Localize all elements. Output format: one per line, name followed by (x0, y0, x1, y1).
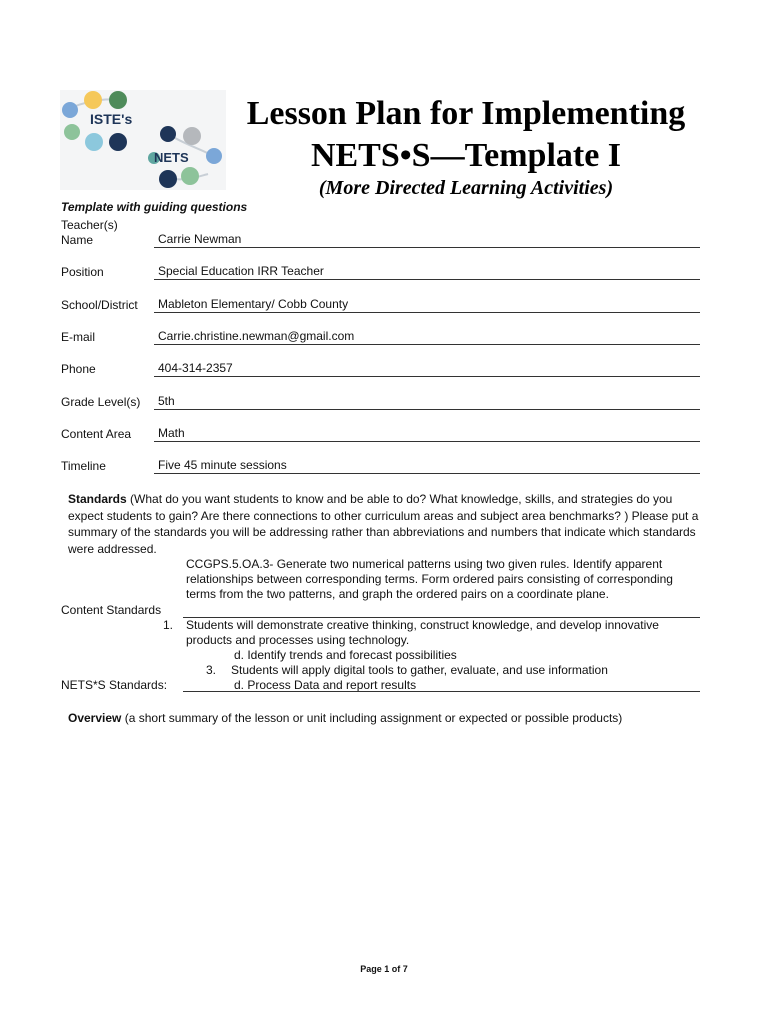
field-value-phone: 404-314-2357 (154, 361, 700, 377)
logo-dot (160, 126, 176, 142)
standards-heading: Standards (68, 492, 127, 506)
field-label-grade: Grade Level(s) (61, 395, 141, 409)
field-value-school: Mableton Elementary/ Cobb County (154, 297, 700, 313)
nets-item-1-sub: d. Identify trends and forecast possibilities (234, 648, 457, 662)
logo-dot (109, 91, 127, 109)
nets-standards-line (183, 691, 700, 692)
field-value-position: Special Education IRR Teacher (154, 264, 700, 280)
field-label-position: Position (61, 265, 104, 279)
field-label-timeline: Timeline (61, 459, 106, 473)
logo-text-nets: NETS (154, 150, 189, 165)
content-standards-label: Content Standards (61, 603, 162, 617)
nets-item-1-number: 1. (163, 618, 174, 632)
logo-dot (159, 170, 177, 188)
field-label-email: E-mail (61, 330, 96, 344)
field-value-email: Carrie.christine.newman@gmail.com (154, 329, 700, 345)
field-label-teacher: Teacher(s) (61, 218, 118, 232)
nets-item-3 (183, 663, 700, 678)
overview-paragraph (68, 710, 702, 727)
field-label-school: School/District (61, 298, 138, 312)
title-line-1: Lesson Plan for Implementing (246, 95, 686, 132)
field-label-phone: Phone (61, 362, 96, 376)
nets-item-1 (163, 618, 700, 648)
content-standards-text: CCGPS.5.OA.3- Generate two numerical patterns using two given rules. Identify apparent relationships between corresponding terms. Form ordered pairs consisting of corresponding terms from the two patterns, and graph the ordered pairs on a coordinate plane. (186, 557, 673, 601)
iste-nets-logo (60, 90, 226, 190)
logo-text-iste: ISTE's (90, 111, 133, 127)
standards-prompt: (What do you want students to know and be able to do? What knowledge, skills, and strategies do you expect students to gain? Are there connections to other curriculum areas and subject area benchmarks? ) Please put a summary of the standards you will be addressing rather than abbreviations and numbers that indicate which standards were addressed. (68, 492, 699, 556)
overview-prompt: (a short summary of the lesson or unit including assignment or expected or possible products) (124, 711, 623, 725)
logo-dot (64, 124, 80, 140)
nets-item-3-number: 3. (206, 663, 217, 677)
nets-standards-list (163, 618, 700, 693)
logo-dot (84, 91, 102, 109)
nets-item-3-sub: d. Process Data and report results (234, 678, 417, 692)
template-note: Template with guiding questions (61, 200, 248, 214)
page-number: Page 1 of 7 (360, 964, 408, 974)
logo-dot (85, 133, 103, 151)
field-value-name: Carrie Newman (154, 232, 700, 248)
logo-dot (181, 167, 199, 185)
title-line-2: NETS•S—Template I (310, 137, 622, 174)
standards-paragraph (68, 491, 702, 557)
logo-dot (183, 127, 201, 145)
field-value-content-area: Math (154, 426, 700, 442)
logo-dot (62, 102, 78, 118)
nets-item-1-text: Students will demonstrate creative thinking, construct knowledge, and develop innovative products and processes using technology. (186, 618, 659, 647)
field-value-timeline: Five 45 minute sessions (154, 458, 700, 474)
overview-heading: Overview (68, 711, 122, 725)
field-value-grade: 5th (154, 394, 700, 410)
field-label-content-area: Content Area (61, 427, 132, 441)
logo-dot (109, 133, 127, 151)
logo-dot (206, 148, 222, 164)
subtitle: (More Directed Learning Activities) (318, 177, 614, 199)
nets-item-3-text: Students will apply digital tools to gather, evaluate, and use information (231, 663, 608, 677)
field-label-name: Name (61, 233, 94, 247)
nets-standards-label: NETS*S Standards: (61, 678, 168, 692)
